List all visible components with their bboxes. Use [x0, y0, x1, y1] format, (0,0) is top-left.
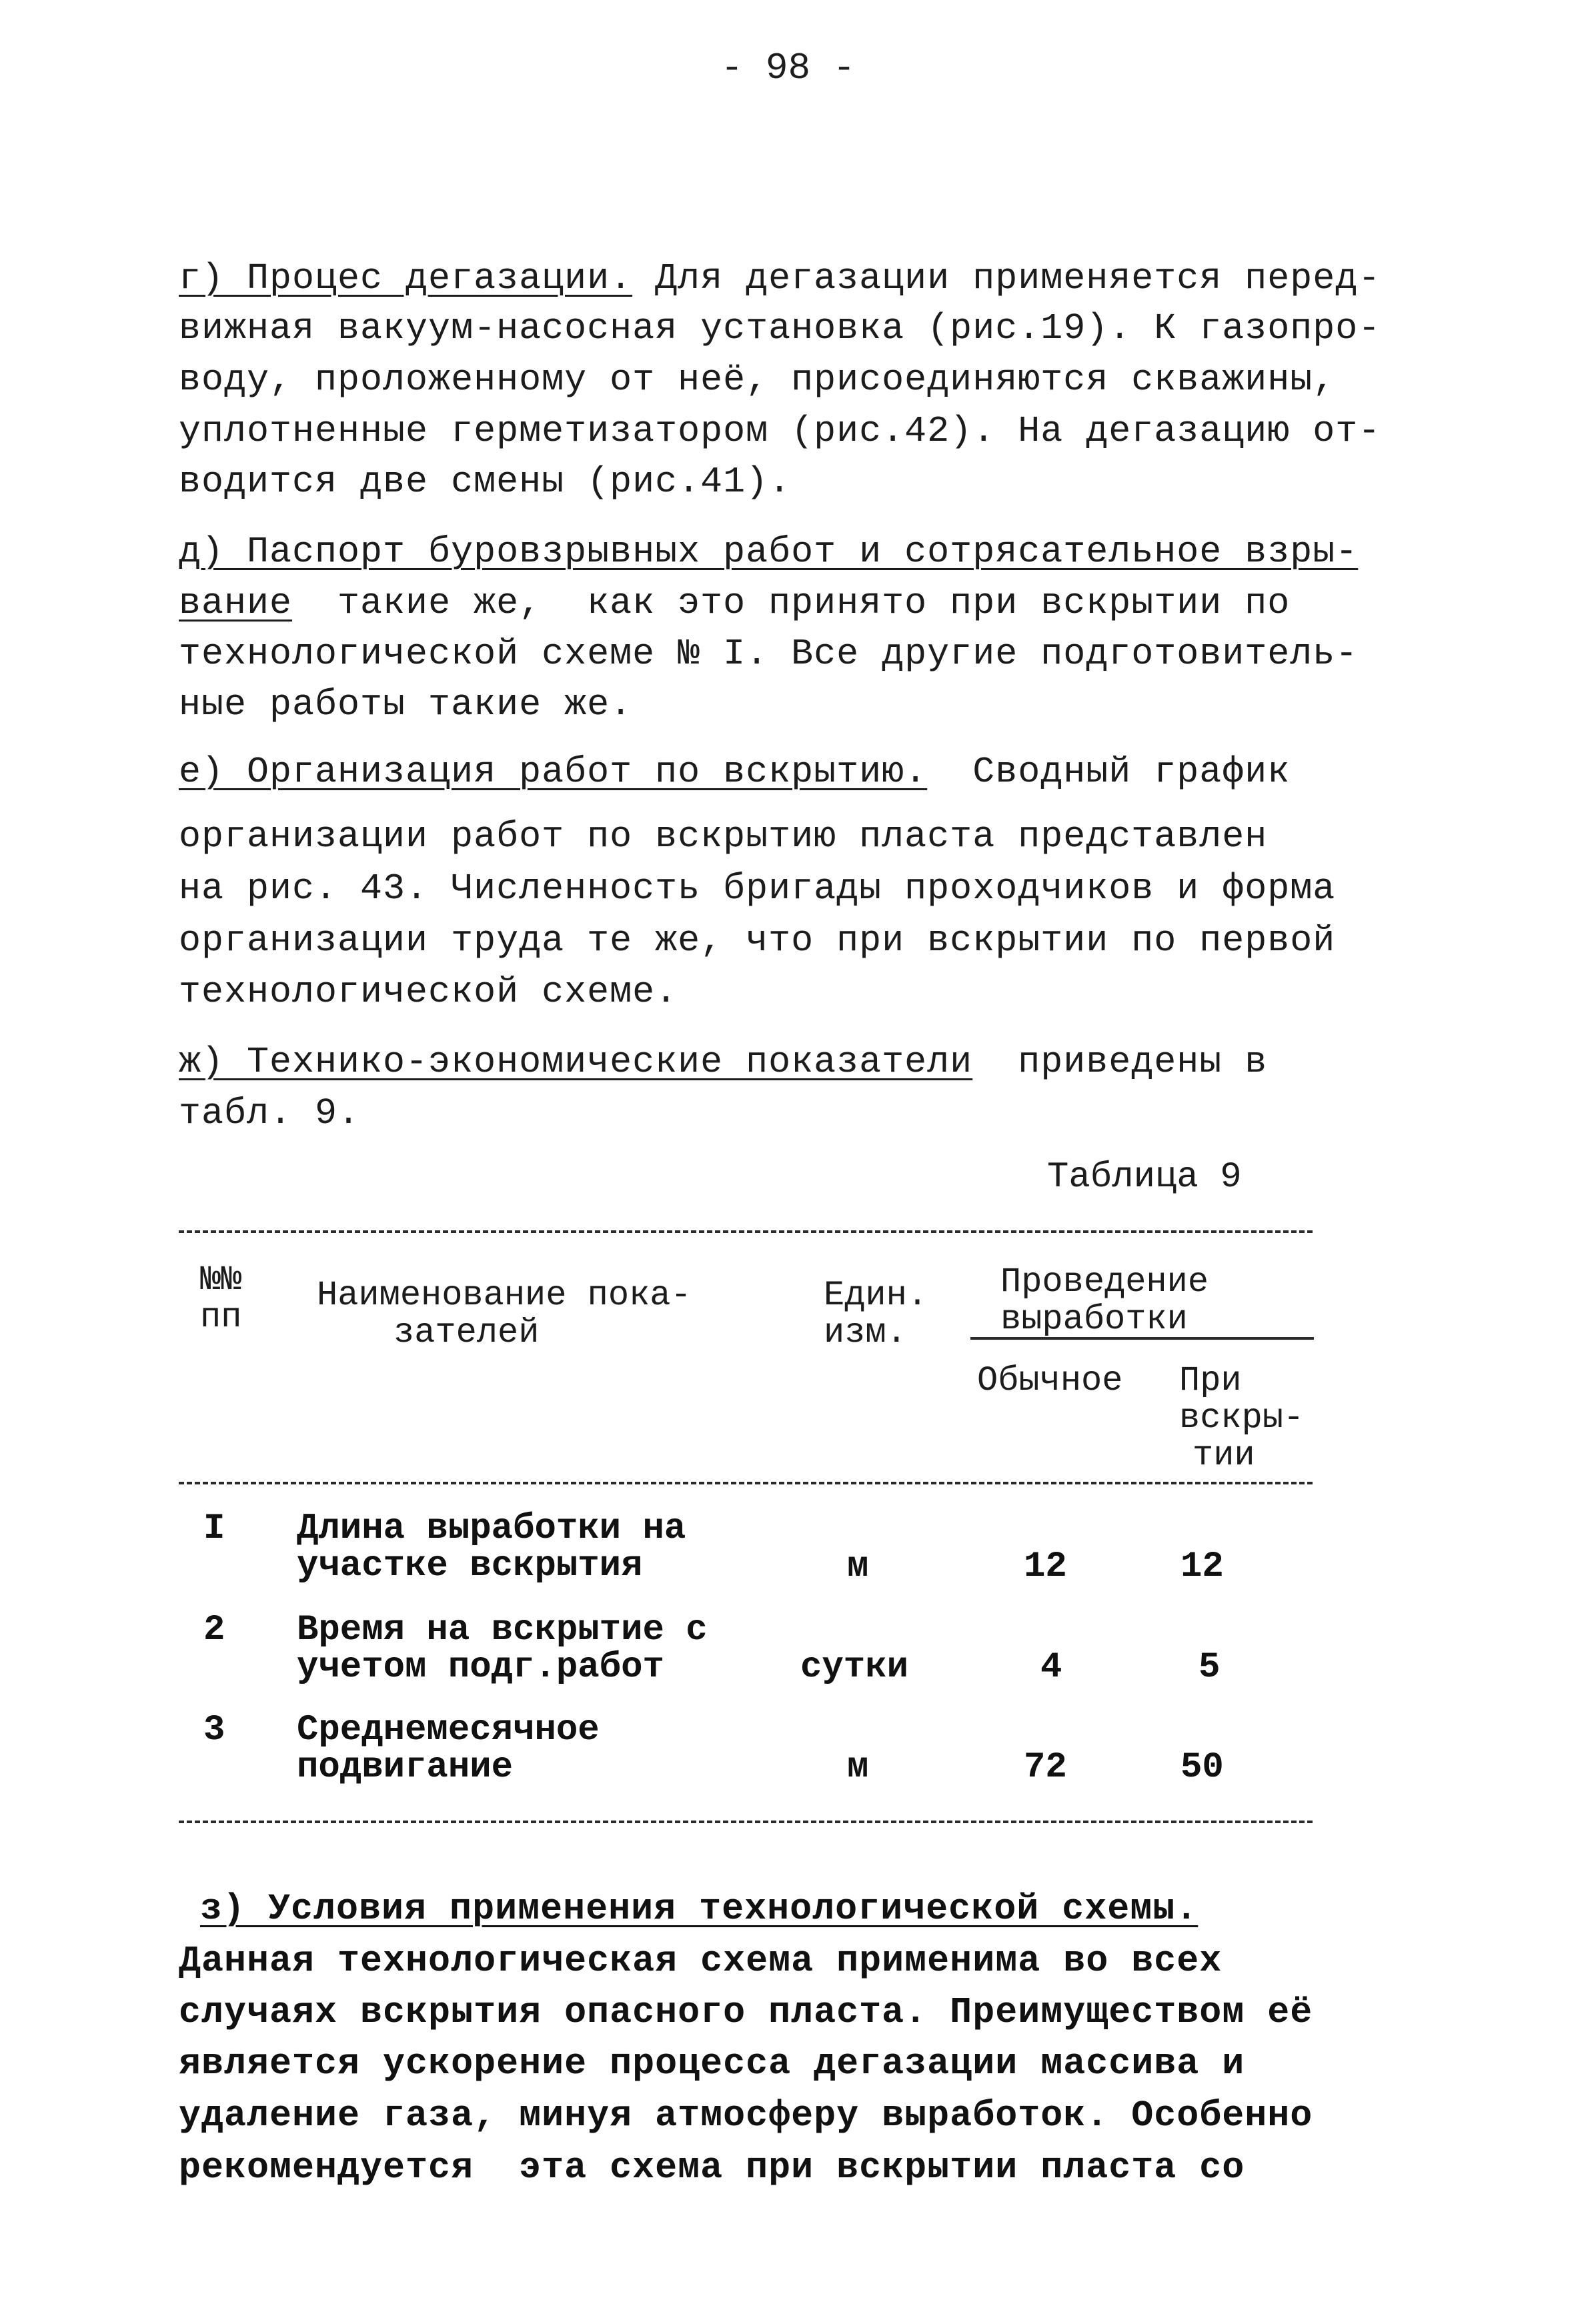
- row-3-opening: 50: [1180, 1747, 1224, 1788]
- section-e-line-4: организации труда те же, что при вскрытии по первой: [179, 920, 1336, 962]
- row-2-opening: 5: [1199, 1647, 1221, 1688]
- section-d-line-1: вание такие же, как это принято при вскрытии по: [179, 582, 1291, 624]
- section-g-line-2: вижная вакуум-насосная установка (рис.19). К газопро-: [179, 307, 1381, 349]
- section-z-line-2: случаях вскрытия опасного пласта. Преимуществом её: [179, 1991, 1313, 2033]
- header-ordinary: Обычное: [977, 1361, 1123, 1400]
- row-3-name: Среднемесячное подвигание: [297, 1710, 600, 1788]
- section-e-line-5: технологической схеме.: [179, 971, 678, 1013]
- table-top-rule: [179, 1230, 1313, 1233]
- section-e-line-3: на рис. 43. Численность бригады проходчиков и форма: [179, 868, 1336, 910]
- row-1-name: Длина выработки на участке вскрытия: [297, 1508, 686, 1586]
- section-d-line-3: ные работы такие же.: [179, 684, 633, 726]
- row-1-num: I: [203, 1508, 225, 1549]
- section-zh-heading: ж) Технико-экономические показатели: [179, 1041, 973, 1083]
- section-z-line-1: Данная технологическая схема применима во всех: [179, 1940, 1223, 1982]
- section-g-line-4: уплотненные герметизатором (рис.42). На дегазацию от-: [179, 410, 1381, 452]
- section-g-heading: г) Процес дегазации.: [179, 257, 633, 299]
- section-d-heading: д) Паспорт буровзрывных работ и сотрясательное взры-: [179, 531, 1359, 573]
- row-2-unit: сутки: [800, 1647, 909, 1688]
- header-group: Проведение выработки: [1000, 1262, 1209, 1339]
- header-name: Наименование пока- зателей: [317, 1276, 692, 1352]
- section-zh-line-2: табл. 9.: [179, 1092, 361, 1134]
- row-3-ordinary: 72: [1024, 1747, 1067, 1788]
- row-2-num: 2: [203, 1610, 225, 1650]
- section-g-line-3: воду, проложенному от неё, присоединяются скважины,: [179, 359, 1336, 401]
- row-3-num: 3: [203, 1710, 225, 1751]
- header-group-rule: [970, 1337, 1314, 1340]
- page-number: - 98 -: [720, 47, 856, 89]
- table-caption: Таблица 9: [1047, 1157, 1242, 1198]
- row-2-ordinary: 4: [1040, 1647, 1062, 1688]
- section-e-line-2: организации работ по вскрытию пласта представлен: [179, 816, 1268, 858]
- section-d-line-2: технологической схеме № I. Все другие подготовитель-: [179, 633, 1359, 675]
- section-e-line-1: е) Организация работ по вскрытию. Сводный график: [179, 751, 1291, 793]
- row-1-unit: м: [847, 1546, 869, 1587]
- row-2-name: Время на вскрытие с учетом подг.работ: [297, 1610, 708, 1688]
- row-1-ordinary: 12: [1024, 1546, 1067, 1587]
- section-g-line-5: водится две смены (рис.41).: [179, 461, 792, 503]
- table-bottom-rule: [179, 1821, 1313, 1823]
- row-1-opening: 12: [1180, 1546, 1224, 1587]
- header-num: №№ пп: [200, 1260, 242, 1337]
- section-e-heading: е) Организация работ по вскрытию.: [179, 751, 928, 793]
- section-d-heading-cont: вание: [179, 582, 293, 624]
- section-z-line-5: рекомендуется эта схема при вскрытии пласта со: [179, 2147, 1245, 2189]
- header-opening: При вскры- тии: [1179, 1361, 1305, 1475]
- table-header-rule: [179, 1482, 1313, 1484]
- section-g-line-1: г) Процес дегазации. Для дегазации применяется перед-: [179, 257, 1381, 299]
- header-unit: Един. изм.: [824, 1276, 928, 1352]
- section-z-line-4: удаление газа, минуя атмосферу выработок. Особенно: [179, 2095, 1313, 2137]
- section-z-heading: з) Условия применения технологической схемы.: [200, 1888, 1199, 1930]
- row-3-unit: м: [847, 1747, 869, 1788]
- section-z-line-3: является ускорение процесса дегазации массива и: [179, 2043, 1245, 2085]
- section-zh-line-1: ж) Технико-экономические показатели приведены в: [179, 1041, 1268, 1083]
